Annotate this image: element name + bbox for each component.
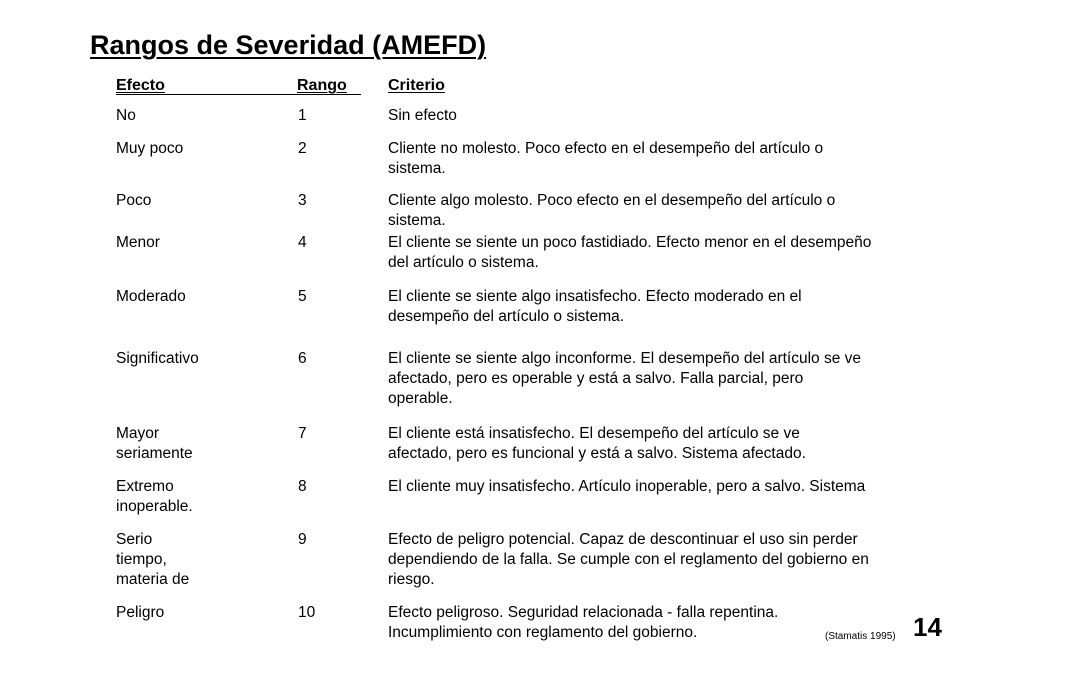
row-rango: 7: [298, 425, 307, 442]
criterio-line: operable.: [388, 390, 453, 407]
row-criterio: [388, 603, 778, 643]
efecto-line: tiempo,: [116, 551, 167, 568]
efecto-line: Menor: [116, 234, 160, 251]
criterio-line: Efecto peligroso. Seguridad relacionada - falla repentina.: [388, 604, 779, 621]
row-rango: 6: [298, 350, 307, 367]
row-rango: 4: [298, 234, 307, 251]
row-efecto: [116, 349, 199, 369]
criterio-line: El cliente está insatisfecho. El desempeño del artículo se ve: [388, 425, 800, 442]
row-criterio: [388, 287, 802, 327]
row-efecto: [116, 139, 183, 159]
row-criterio: [388, 530, 869, 590]
criterio-line: afectado, pero es operable y está a salvo. Falla parcial, pero: [388, 370, 804, 387]
criterio-line: desempeño del artículo o sistema.: [388, 308, 625, 325]
criterio-line: El cliente se siente algo insatisfecho. Efecto moderado en el: [388, 288, 802, 305]
row-criterio: [388, 139, 823, 179]
criterio-line: Sin efecto: [388, 107, 457, 124]
efecto-line: Mayor: [116, 425, 160, 442]
criterio-line: dependiendo de la falla. Se cumple con el reglamento del gobierno en: [388, 551, 869, 568]
row-rango: 5: [298, 288, 307, 305]
row-rango: 1: [298, 107, 307, 124]
efecto-line: materia de: [116, 571, 190, 588]
row-criterio: [388, 191, 835, 231]
row-efecto: [116, 191, 151, 211]
criterio-line: afectado, pero es funcional y está a salvo. Sistema afectado.: [388, 445, 806, 462]
row-efecto: [116, 233, 160, 253]
row-efecto: [116, 603, 164, 623]
criterio-line: riesgo.: [388, 571, 435, 588]
efecto-line: Peligro: [116, 604, 165, 621]
efecto-line: inoperable.: [116, 498, 193, 515]
row-efecto: [116, 106, 136, 126]
row-efecto: [116, 477, 193, 517]
row-rango: 9: [298, 531, 307, 548]
row-efecto: [116, 287, 186, 307]
efecto-line: seriamente: [116, 445, 193, 462]
criterio-line: Efecto de peligro potencial. Capaz de descontinuar el uso sin perder: [388, 531, 858, 548]
criterio-line: sistema.: [388, 212, 446, 229]
criterio-line: Incumplimiento con reglamento del gobierno.: [388, 624, 698, 641]
criterio-line: Cliente algo molesto. Poco efecto en el desempeño del artículo o: [388, 192, 836, 209]
efecto-line: Extremo: [116, 478, 174, 495]
page-number: 14: [913, 612, 942, 642]
criterio-line: El cliente muy insatisfecho. Artículo inoperable, pero a salvo. Sistema: [388, 478, 866, 495]
header-underline: [116, 94, 361, 95]
efecto-line: Poco: [116, 192, 152, 209]
row-rango: 3: [298, 192, 307, 209]
row-efecto: [116, 530, 189, 590]
efecto-line: Muy poco: [116, 140, 184, 157]
column-header-criterio: Criterio: [388, 77, 445, 94]
row-criterio: [388, 106, 457, 126]
source-citation: (Stamatis 1995): [825, 631, 896, 642]
efecto-line: Moderado: [116, 288, 186, 305]
column-header-rango: Rango: [297, 77, 347, 94]
efecto-line: No: [116, 107, 136, 124]
row-criterio: [388, 477, 865, 497]
row-rango: 8: [298, 478, 307, 495]
row-efecto: [116, 424, 193, 464]
criterio-line: Cliente no molesto. Poco efecto en el desempeño del artículo o: [388, 140, 824, 157]
row-rango: 10: [298, 604, 316, 621]
criterio-line: El cliente se siente un poco fastidiado. Efecto menor en el desempeño: [388, 234, 872, 251]
row-criterio: [388, 233, 871, 273]
efecto-line: Serio: [116, 531, 153, 548]
criterio-line: del artículo o sistema.: [388, 254, 539, 271]
column-header-efecto: Efecto: [116, 77, 165, 94]
row-criterio: [388, 349, 861, 409]
row-criterio: [388, 424, 806, 464]
page-title: Rangos de Severidad (AMEFD): [90, 30, 487, 60]
criterio-line: sistema.: [388, 160, 446, 177]
criterio-line: El cliente se siente algo inconforme. El desempeño del artículo se ve: [388, 350, 862, 367]
efecto-line: Significativo: [116, 350, 199, 367]
row-rango: 2: [298, 140, 307, 157]
